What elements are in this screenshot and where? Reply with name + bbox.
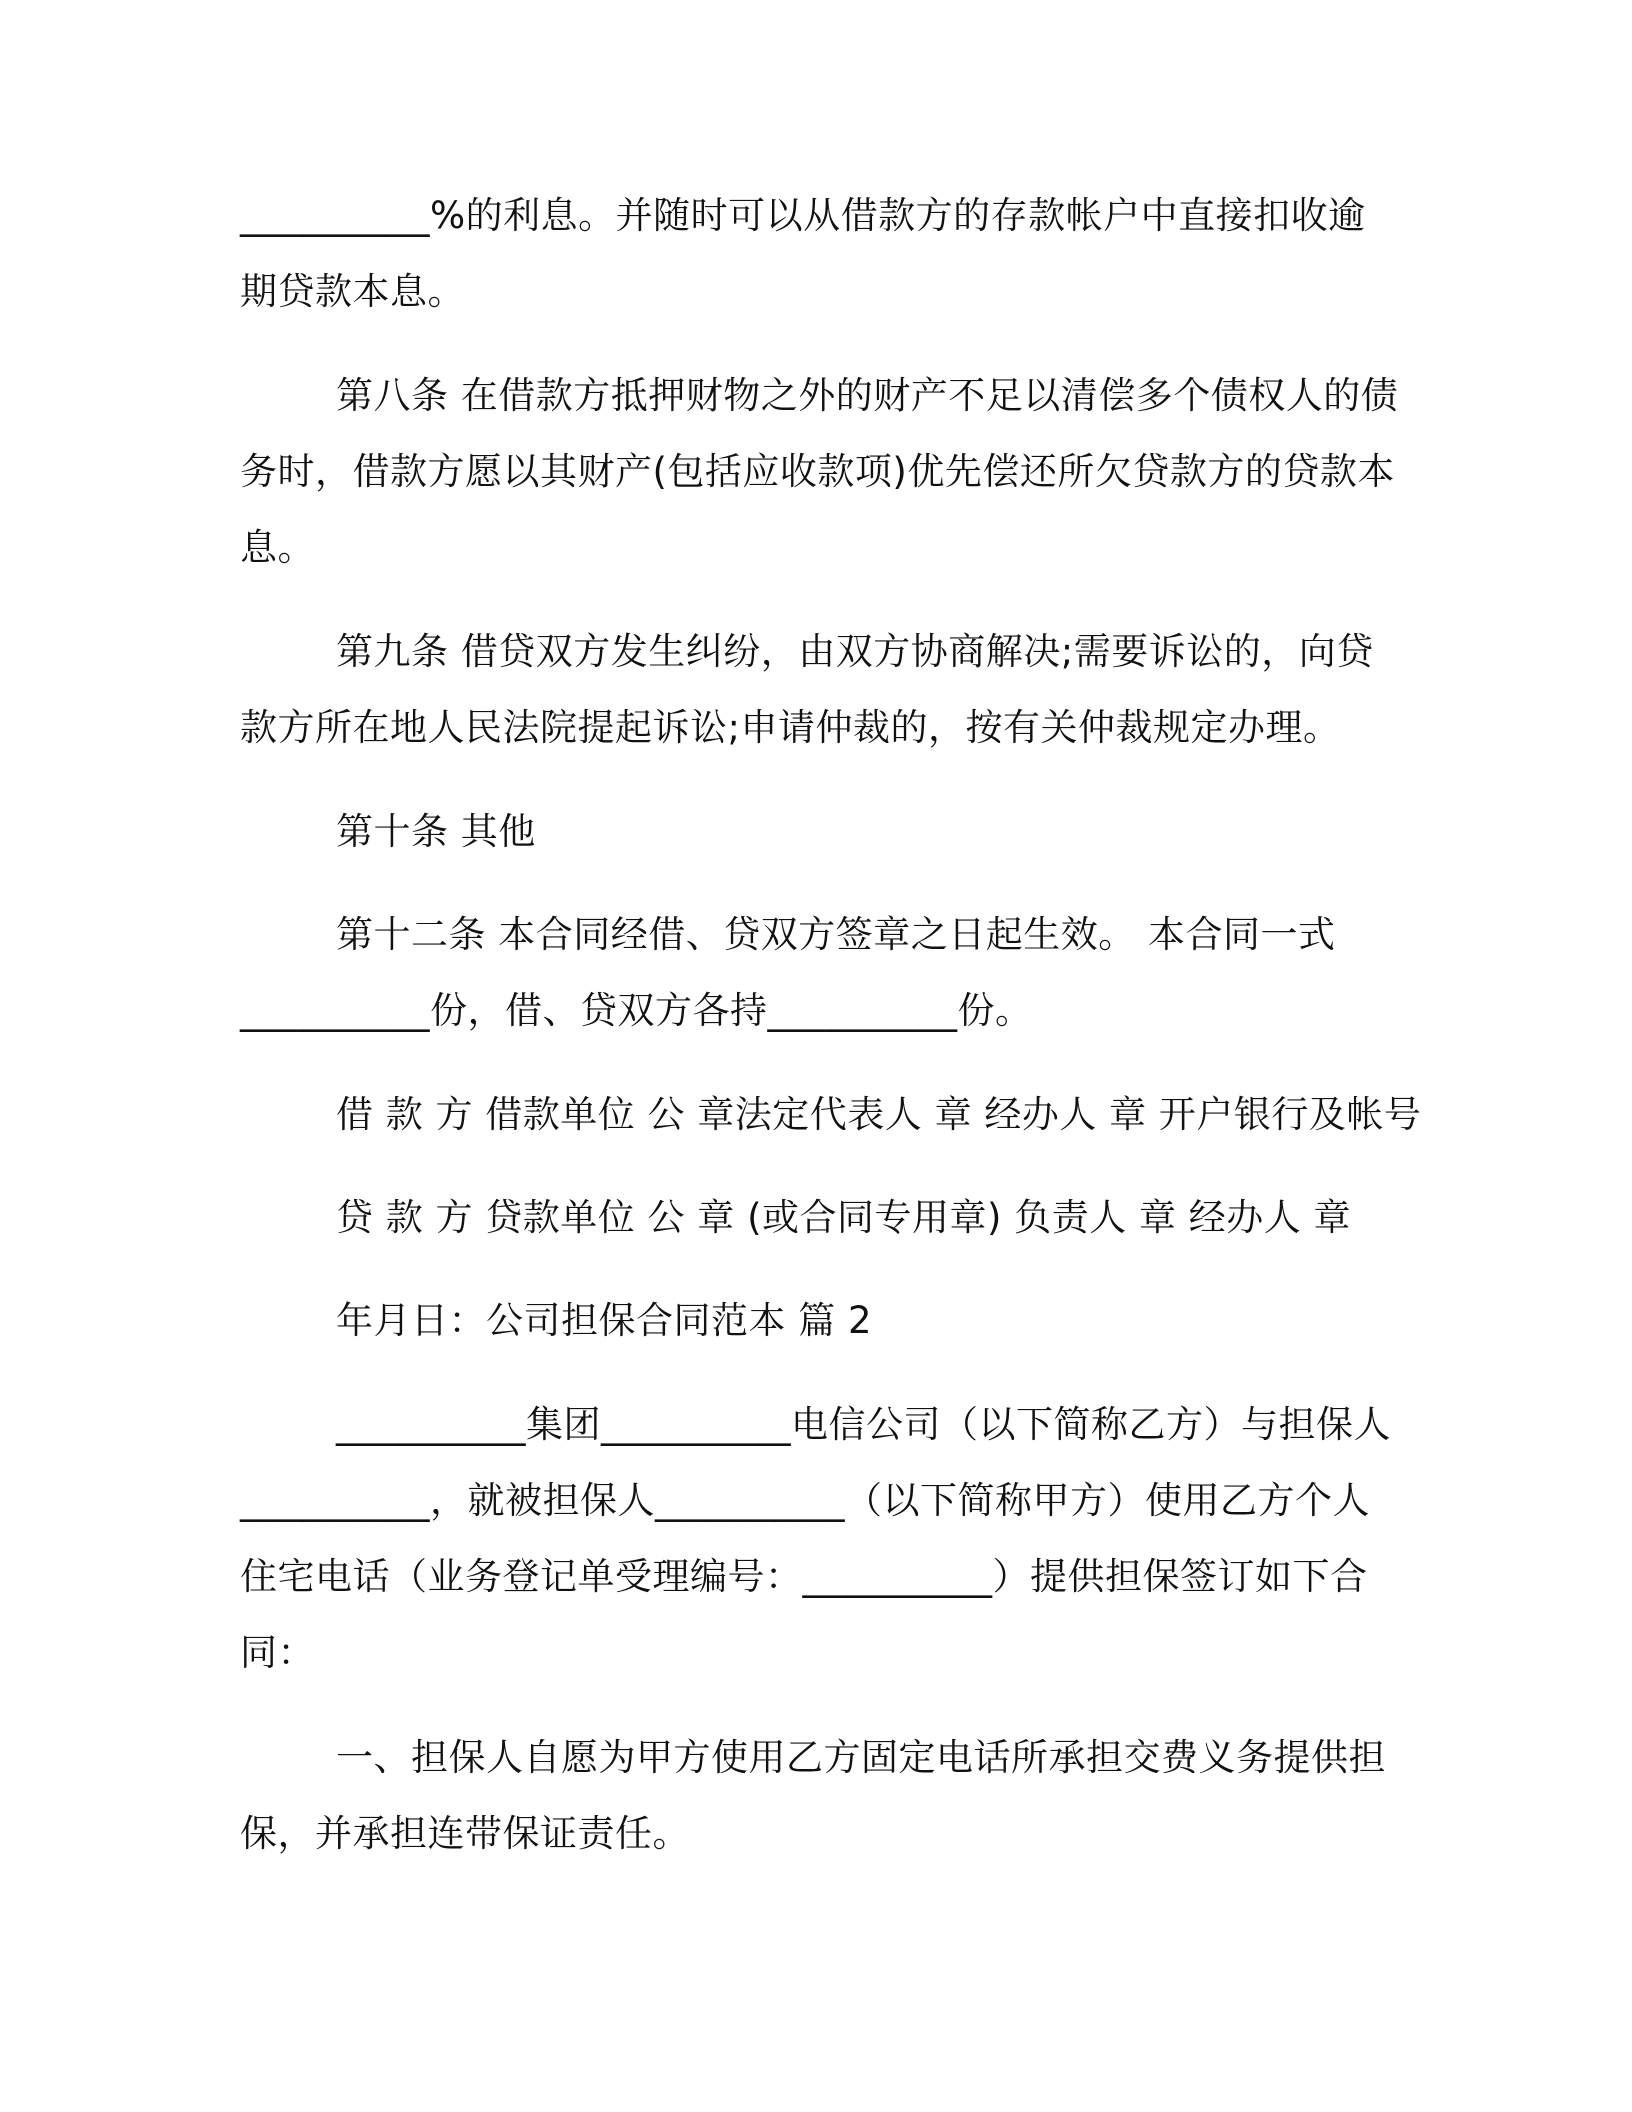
paragraph-article-12 bbox=[240, 897, 1390, 1049]
paragraph-clause-one bbox=[240, 1720, 1390, 1872]
paragraph-date-section-heading bbox=[240, 1283, 1390, 1359]
text-line: 年月日：公司担保合同范本 篇 2 bbox=[336, 1299, 873, 1342]
text-line: 第八条 在借款方抵押财物之外的财产不足以清偿多个债权人的债 bbox=[336, 374, 1399, 417]
paragraph-guarantee-intro bbox=[240, 1387, 1390, 1691]
text-line: 第十二条 本合同经借、贷双方签章之日起生效。 本合同一式 bbox=[336, 913, 1336, 956]
paragraph-article-10 bbox=[240, 794, 1390, 870]
text-line: 务时，借款方愿以其财产(包括应收款项)优先偿还所欠贷款方的贷款本 bbox=[240, 450, 1395, 493]
text-line: __________%的利息。并随时可以从借款方的存款帐户中直接扣收逾 bbox=[240, 194, 1366, 237]
text-line: 保，并承担连带保证责任。 bbox=[240, 1812, 690, 1855]
paragraph-overdue-interest bbox=[240, 178, 1390, 330]
text-line: 同： bbox=[240, 1631, 315, 1674]
text-line: 一、担保人自愿为甲方使用乙方固定电话所承担交费义务提供担 bbox=[336, 1736, 1386, 1779]
text-line: __________，就被担保人__________（以下简称甲方）使用乙方个人 bbox=[240, 1479, 1370, 1522]
paragraph-article-8 bbox=[240, 358, 1399, 586]
paragraph-borrower-signature bbox=[240, 1077, 1422, 1153]
text-line: 第九条 借贷双方发生纠纷，由双方协商解决;需要诉讼的，向贷 bbox=[336, 630, 1374, 673]
text-line: 住宅电话（业务登记单受理编号：__________）提供担保签订如下合 bbox=[240, 1555, 1368, 1598]
text-line: 期贷款本息。 bbox=[240, 270, 465, 313]
text-line: __________份，借、贷双方各持__________份。 bbox=[240, 989, 1033, 1032]
text-line: __________集团__________电信公司（以下简称乙方）与担保人 bbox=[336, 1403, 1391, 1446]
text-line: 借 款 方 借款单位 公 章法定代表人 章 经办人 章 开户银行及帐号 bbox=[336, 1093, 1422, 1136]
text-line: 款方所在地人民法院提起诉讼;申请仲裁的，按有关仲裁规定办理。 bbox=[240, 706, 1341, 749]
paragraph-article-9 bbox=[240, 614, 1390, 766]
text-line: 息。 bbox=[240, 526, 315, 569]
text-line: 贷 款 方 贷款单位 公 章 (或合同专用章) 负责人 章 经办人 章 bbox=[336, 1196, 1351, 1239]
paragraph-lender-signature bbox=[240, 1180, 1390, 1256]
text-line: 第十条 其他 bbox=[336, 810, 536, 853]
